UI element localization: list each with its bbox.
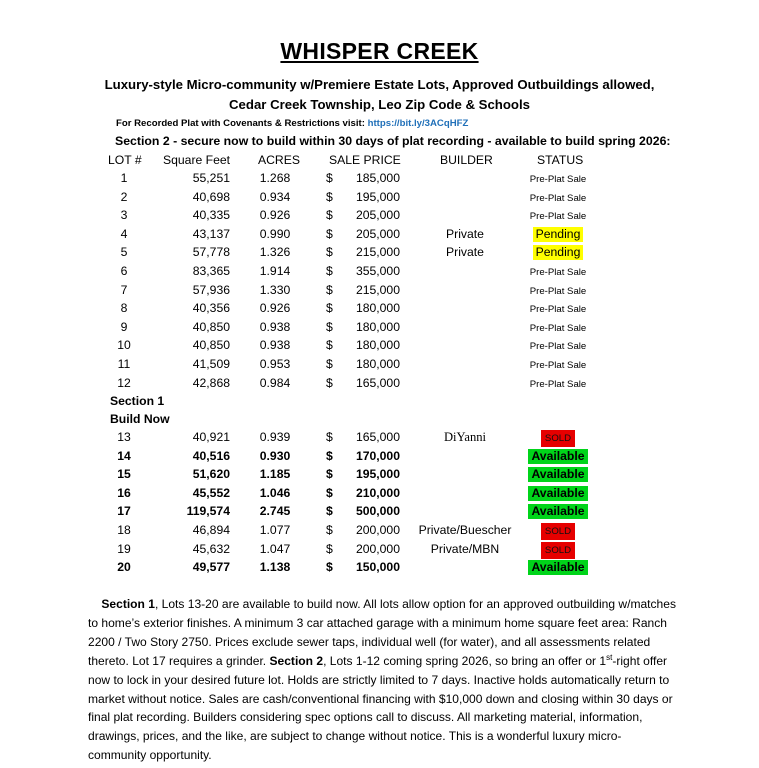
status-badge: Pre-Plat Sale [529, 174, 587, 185]
sale-price: 165,000 [355, 375, 400, 390]
sale-price: 205,000 [355, 208, 400, 223]
status-badge: Pre-Plat Sale [529, 267, 587, 278]
acres: 0.930 [259, 448, 291, 463]
acres: 0.984 [259, 375, 291, 390]
currency-symbol: $ [326, 319, 333, 334]
sale-price: 500,000 [355, 504, 400, 519]
status-cell [523, 338, 593, 354]
lot-number: 7 [120, 282, 128, 297]
lot-number: 18 [117, 523, 131, 537]
status-badge: Pre-Plat Sale [529, 360, 587, 371]
status-cell [523, 560, 593, 575]
status-badge: Pending [533, 227, 584, 242]
currency-symbol: $ [326, 467, 333, 482]
acres: 0.926 [259, 301, 291, 316]
currency-symbol: $ [326, 541, 333, 556]
table-row [0, 320, 759, 338]
acres: 1.077 [259, 523, 291, 537]
sale-price: 180,000 [355, 338, 400, 353]
status-cell [523, 523, 593, 540]
square-feet: 57,936 [192, 282, 230, 297]
para-part2: , Lots 1-12 coming spring 2026, so bring an offer or 1 [323, 653, 607, 668]
lot-number: 11 [117, 357, 131, 371]
square-feet: 40,516 [192, 448, 230, 463]
description-paragraph [88, 595, 678, 765]
square-feet: 55,251 [192, 171, 230, 185]
status-cell [523, 376, 593, 392]
sale-price: 165,000 [355, 430, 400, 444]
table-row [0, 338, 759, 356]
table-row [0, 560, 759, 578]
square-feet: 45,552 [192, 485, 230, 500]
status-cell [523, 190, 593, 206]
status-badge: SOLD [541, 542, 575, 559]
lot-number: 3 [120, 208, 128, 223]
status-cell [523, 486, 593, 501]
currency-symbol: $ [326, 171, 333, 185]
sale-price: 215,000 [355, 282, 400, 297]
table-row [0, 227, 759, 245]
currency-symbol: $ [326, 430, 333, 444]
status-cell [523, 171, 593, 187]
table-row [0, 208, 759, 226]
lot-number: 16 [117, 485, 131, 500]
section2-heading: Section 2 - secure now to build within 30 days of plat recording - available to build spring 2026: [115, 134, 671, 148]
table-row [0, 504, 759, 522]
table-row [0, 486, 759, 504]
lot-number: 12 [117, 375, 131, 390]
lot-number: 1 [120, 171, 128, 185]
square-feet: 40,356 [192, 301, 230, 316]
status-cell [523, 283, 593, 299]
status-cell [523, 264, 593, 280]
lot-number: 19 [117, 541, 131, 556]
table-row [0, 449, 759, 467]
square-feet: 119,574 [186, 504, 230, 519]
square-feet: 40,850 [192, 319, 230, 334]
acres: 0.953 [259, 357, 291, 371]
acres: 2.745 [259, 504, 291, 519]
currency-symbol: $ [326, 189, 333, 204]
acres: 0.938 [259, 338, 291, 353]
status-cell [523, 227, 593, 242]
status-badge: Available [528, 504, 587, 519]
sale-price: 195,000 [355, 189, 400, 204]
square-feet: 41,509 [192, 357, 230, 371]
builder: Private [446, 245, 484, 260]
square-feet: 40,921 [192, 430, 230, 444]
table-row [0, 264, 759, 282]
plat-label: For Recorded Plat with Covenants & Restrictions visit: [116, 118, 368, 129]
sale-price: 210,000 [355, 485, 400, 500]
table-row [0, 430, 759, 448]
square-feet: 43,137 [192, 226, 230, 241]
currency-symbol: $ [326, 485, 333, 500]
sale-price: 150,000 [355, 560, 400, 575]
square-feet: 40,335 [192, 208, 230, 223]
lot-number: 8 [120, 301, 128, 316]
lot-number: 20 [117, 560, 131, 575]
currency-symbol: $ [326, 301, 333, 316]
header-acres: ACRES [258, 153, 300, 167]
status-badge: Available [528, 486, 587, 501]
builder: DiYanni [443, 430, 487, 444]
lot-number: 17 [117, 504, 131, 519]
table-row [0, 283, 759, 301]
acres: 1.138 [259, 560, 291, 575]
acres: 0.938 [259, 319, 291, 334]
subtitle-line-2: Cedar Creek Township, Leo Zip Code & Schools [229, 97, 530, 112]
currency-symbol: $ [326, 245, 333, 260]
square-feet: 40,698 [192, 189, 230, 204]
builder: Private/MBN [430, 541, 500, 556]
square-feet: 51,620 [192, 467, 230, 482]
header-builder: BUILDER [440, 153, 493, 167]
table-row [0, 301, 759, 319]
sale-price: 180,000 [355, 319, 400, 334]
table-row [0, 171, 759, 189]
status-badge: Available [528, 560, 587, 575]
sale-price: 205,000 [355, 226, 400, 241]
currency-symbol: $ [326, 264, 333, 278]
table-row [0, 542, 759, 560]
lot-number: 6 [120, 264, 128, 278]
table-row [0, 467, 759, 485]
acres: 1.914 [259, 264, 291, 278]
status-cell [523, 208, 593, 224]
lot-number: 9 [120, 319, 128, 334]
currency-symbol: $ [326, 523, 333, 537]
status-cell [523, 430, 593, 447]
acres: 0.926 [259, 208, 291, 223]
square-feet: 40,850 [192, 338, 230, 353]
section1-label: Section 1 [110, 394, 165, 408]
acres: 0.934 [259, 189, 291, 204]
status-badge: Pre-Plat Sale [529, 378, 587, 390]
status-badge: Pre-Plat Sale [529, 211, 587, 223]
status-cell [523, 357, 593, 373]
header-price: SALE PRICE [329, 153, 401, 167]
status-cell [523, 245, 593, 260]
status-badge: SOLD [541, 430, 575, 447]
sale-price: 170,000 [355, 448, 400, 463]
status-badge: Available [528, 467, 587, 482]
page-title: WHISPER CREEK [280, 38, 479, 64]
square-feet: 57,778 [192, 245, 230, 260]
sale-price: 180,000 [355, 357, 400, 371]
status-badge: SOLD [541, 523, 575, 540]
lot-number: 2 [120, 189, 128, 204]
header-sqft: Square Feet [163, 153, 231, 167]
sale-price: 200,000 [355, 523, 400, 537]
para-section2-label: Section 2 [269, 653, 324, 668]
section1-sublabel: Build Now [110, 412, 170, 426]
currency-symbol: $ [326, 226, 333, 241]
acres: 1.330 [259, 282, 291, 297]
sale-price: 195,000 [355, 467, 400, 482]
sale-price: 215,000 [355, 245, 400, 260]
sale-price: 180,000 [355, 301, 400, 316]
status-cell [523, 504, 593, 519]
currency-symbol: $ [326, 282, 333, 297]
plat-link[interactable]: https://bit.ly/3ACqHFZ [367, 118, 469, 129]
para-sup: st [606, 652, 613, 662]
status-cell [523, 320, 593, 336]
builder: Private [446, 226, 484, 241]
plat-note [116, 118, 468, 129]
status-badge: Pending [533, 245, 584, 260]
acres: 1.185 [259, 467, 291, 482]
square-feet: 42,868 [192, 375, 230, 390]
para-part1: , Lots 13-20 are available to build now. All lots allow option for an approved outbuilding w/matches to home’s exterior finishes. A minimum 3 car attached garage with a minimum home square feet area: Ranch 2200 / Two Story 2750. Prices exclude sewer taps, individual well (for water), and all assessments related thereto. Lot 17 requires a grinder. [88, 597, 676, 668]
para-part3: -right offer now to lock in your desired future lot. Holds are strictly limited to 7 days. Inactive holds automatically return to market without notice. Sales are cash/conventional financing with $10,000 down and closing within 30 days or final plat recording. Builders considering spec options call to discuss. All marketing material, information, drawings, prices, and the like, are subject to change without notice. This is a wonderful luxury micro-community opportunity. [88, 653, 673, 763]
acres: 1.047 [259, 541, 291, 556]
status-cell [523, 542, 593, 559]
currency-symbol: $ [326, 560, 333, 575]
currency-symbol: $ [326, 448, 333, 463]
sale-price: 355,000 [355, 264, 400, 278]
para-section1-label: Section 1 [101, 597, 155, 611]
table-row [0, 357, 759, 375]
square-feet: 83,365 [192, 264, 230, 278]
acres: 0.939 [259, 430, 291, 444]
square-feet: 49,577 [192, 560, 230, 575]
status-badge: Pre-Plat Sale [529, 304, 587, 316]
acres: 1.268 [259, 171, 291, 185]
lot-number: 4 [120, 226, 128, 241]
table-row [0, 245, 759, 263]
currency-symbol: $ [326, 338, 333, 353]
status-badge: Pre-Plat Sale [529, 322, 587, 334]
acres: 0.990 [259, 226, 291, 241]
table-row [0, 376, 759, 394]
currency-symbol: $ [326, 357, 333, 371]
sale-price: 200,000 [355, 541, 400, 556]
lot-number: 15 [117, 467, 131, 482]
currency-symbol: $ [326, 375, 333, 390]
subtitle-line-1: Luxury-style Micro-community w/Premiere Estate Lots, Approved Outbuildings allowed, [104, 77, 655, 92]
lot-number: 14 [117, 448, 131, 463]
lot-number: 10 [117, 338, 131, 353]
header-lot: LOT # [108, 153, 142, 167]
status-badge: Pre-Plat Sale [529, 192, 587, 204]
status-badge: Pre-Plat Sale [529, 285, 587, 297]
sale-price: 185,000 [355, 171, 400, 185]
currency-symbol: $ [326, 504, 333, 519]
status-badge: Pre-Plat Sale [529, 341, 587, 353]
status-cell [523, 449, 593, 464]
acres: 1.046 [259, 485, 291, 500]
status-cell [523, 301, 593, 317]
lot-number: 5 [120, 245, 128, 260]
lot-number: 13 [117, 430, 131, 444]
currency-symbol: $ [326, 208, 333, 223]
header-status: STATUS [537, 153, 584, 167]
status-cell [523, 467, 593, 482]
status-badge: Available [528, 449, 587, 464]
table-row [0, 523, 759, 541]
acres: 1.326 [259, 245, 291, 260]
square-feet: 45,632 [192, 541, 230, 556]
table-row [0, 190, 759, 208]
square-feet: 46,894 [192, 523, 230, 537]
builder: Private/Buescher [418, 523, 512, 537]
